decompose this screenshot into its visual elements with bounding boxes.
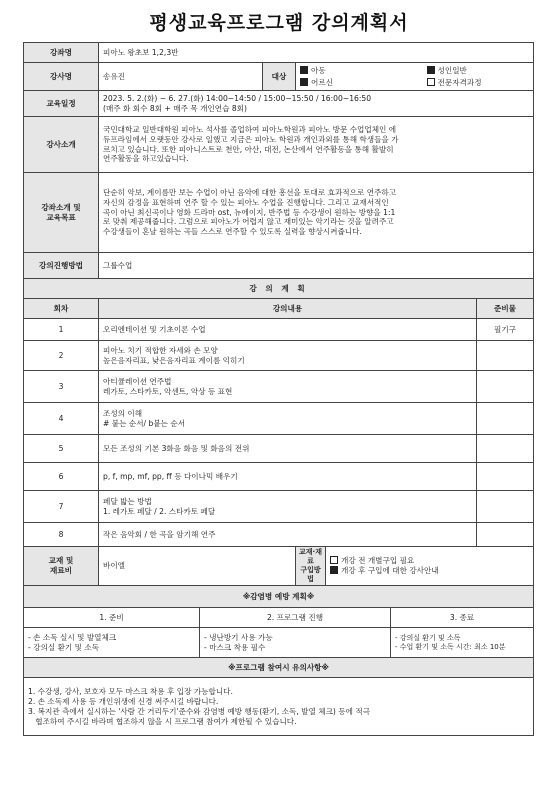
purchase-option: 개강 후 구입에 대한 강사안내 bbox=[330, 566, 529, 576]
notes-header: ※프로그램 참여시 유의사항※ bbox=[24, 658, 534, 678]
textbook-value: 바이엘 bbox=[99, 547, 296, 586]
session-number: 7 bbox=[24, 491, 99, 523]
checkbox-icon bbox=[427, 78, 435, 86]
session-materials bbox=[477, 403, 534, 435]
table-row bbox=[24, 371, 534, 403]
purchase-options bbox=[326, 547, 534, 586]
instructor-label: 강사명 bbox=[24, 63, 99, 91]
schedule-value: 2023. 5. 2.(화) ~ 6. 27.(화) 14:00~14:50 / 15:00~15:50 / 16:00~16:50 (매주 화 회수 8회 + 매주 목 개인연습 8회) bbox=[99, 91, 534, 117]
session-number: 6 bbox=[24, 463, 99, 491]
session-header: 회차 bbox=[24, 299, 99, 319]
table-row bbox=[24, 319, 534, 341]
target-option: 아동 bbox=[296, 65, 423, 77]
covid-col-header: 3. 종료 bbox=[391, 608, 534, 628]
checkbox-icon bbox=[300, 78, 308, 86]
lecture-plan-table bbox=[23, 42, 534, 736]
table-row bbox=[24, 435, 534, 463]
session-content: 작은 음악회 / 한 곡을 암기해 연주 bbox=[99, 523, 477, 547]
page-title: 평생교육프로그램 강의계획서 bbox=[149, 12, 409, 34]
checkbox-icon bbox=[330, 566, 338, 574]
session-materials bbox=[477, 371, 534, 403]
session-content: p, f, mp, mf, pp, ff 등 다이나믹 배우기 bbox=[99, 463, 477, 491]
course-intro-value: 단순히 악보, 계이름만 보는 수업이 아닌 음악에 대한 흥선을 토대로 효과적으로 연주하고 자신의 감정을 표현하며 연주 할 수 있는 피아노 수업을 진행합니다. 그리고 교재서적인 곡이 아닌 최신곡이나 영화 드라마 ost, 뉴에이지, 반주법 등 수강생이 원하는 방향을 1:1 로 맞춰 제공해줍니다. 그럼으로 피아노가 어렵지 않고 재미있는 악기라는 것을 알려주고 수강생들이 혼날 원하는 곡들 스스로 연주할 수 있도록 실력을 향상시켜줍니다. bbox=[99, 173, 534, 253]
session-number: 2 bbox=[24, 341, 99, 371]
course-name-label: 강좌명 bbox=[24, 43, 99, 63]
content-header: 강의내용 bbox=[99, 299, 477, 319]
target-option: 전문자격과정 bbox=[423, 77, 534, 89]
instructor-intro-value: 국민대학교 일반대학원 피아노 석사를 졸업하여 피아노학원과 피아노 방문 수업업체인 에 듀프라임에서 오랫동안 강사로 일했고 지금은 피아노 학원과 개인과외를 통해 학생들을 가 르치고 있습니다. 또한 피아니스트로 천안, 아산, 대전, 논산에서 연주활동을 통해 활발히 연주활동을 하고있습니다. bbox=[99, 117, 534, 173]
table-row bbox=[24, 523, 534, 547]
target-option: 어르신 bbox=[296, 77, 423, 89]
session-materials bbox=[477, 435, 534, 463]
checkbox-icon bbox=[300, 66, 308, 74]
notes-list: 1. 수강생, 강사, 보호자 모두 마스크 착용 후 입장 가능합니다. 2. 손 소독제 사용 등 개인위생에 신경 써주시길 바랍니다. 3. 복지관 측에서 실시하는 '사람 간 거리두기'준수와 감염병 예방 행동(환기, 소독, 발열 체크) 등에 적극 협조하여 주시길 바라며 협조하지 않을 시 프로그램 참여가 제한될 수 있습니다. bbox=[24, 678, 534, 736]
table-row bbox=[24, 341, 534, 371]
instructor-intro-label: 강사소개 bbox=[24, 117, 99, 173]
covid-col-items: - 냉난방기 사용 가능 - 마스크 착용 필수 bbox=[200, 628, 391, 658]
session-materials bbox=[477, 523, 534, 547]
purchase-option: 개강 전 개별구입 필요 bbox=[330, 556, 529, 566]
session-content: 모든 조성의 기본 3화음 화음 및 화음의 전위 bbox=[99, 435, 477, 463]
session-content: 오리엔테이션 및 기초이론 수업 bbox=[99, 319, 477, 341]
covid-header: ※감염병 예방 계획※ bbox=[24, 586, 534, 608]
course-name-value: 피아노 왕초보 1,2,3반 bbox=[99, 43, 534, 63]
covid-col-header: 1. 준비 bbox=[24, 608, 200, 628]
session-number: 8 bbox=[24, 523, 99, 547]
plan-header: 강 의 계 획 bbox=[24, 279, 534, 299]
method-value: 그룹수업 bbox=[99, 253, 534, 279]
materials-header: 준비물 bbox=[477, 299, 534, 319]
table-row bbox=[24, 491, 534, 523]
session-content: 페달 밟는 방법 1. 레가토 페달 / 2. 스타카토 페달 bbox=[99, 491, 477, 523]
session-materials bbox=[477, 341, 534, 371]
textbook-label: 교재 및 재료비 bbox=[24, 547, 99, 586]
schedule-label: 교육일정 bbox=[24, 91, 99, 117]
session-materials: 필기구 bbox=[477, 319, 534, 341]
session-number: 4 bbox=[24, 403, 99, 435]
target-options bbox=[296, 63, 534, 91]
purchase-label: 교재·재료 구입방법 bbox=[296, 547, 326, 586]
target-option: 성인일반 bbox=[423, 65, 534, 77]
session-materials bbox=[477, 463, 534, 491]
instructor-value: 송유진 bbox=[99, 63, 263, 91]
checkbox-icon bbox=[330, 556, 338, 564]
session-content: 조성의 이해 # 붙는 순서/ b붙는 순서 bbox=[99, 403, 477, 435]
target-label: 대상 bbox=[263, 63, 296, 91]
covid-col-header: 2. 프로그램 진행 bbox=[200, 608, 391, 628]
session-number: 1 bbox=[24, 319, 99, 341]
covid-col-items: - 손 소독 실시 및 발열체크 - 강의실 환기 및 소독 bbox=[24, 628, 200, 658]
table-row bbox=[24, 463, 534, 491]
covid-col-items: - 강의실 환기 및 소독 - 수업 환기 및 소독 시간: 최소 10분 bbox=[391, 628, 534, 658]
method-label: 강의진행방법 bbox=[24, 253, 99, 279]
session-content: 피아노 치기 적합한 자세와 손 모양 높은음자리표, 낮은음자리표 계이름 익히기 bbox=[99, 341, 477, 371]
session-number: 5 bbox=[24, 435, 99, 463]
course-intro-label: 강좌소개 및 교육목표 bbox=[24, 173, 99, 253]
session-number: 3 bbox=[24, 371, 99, 403]
session-content: 아티큘레이션 연주법 레가토, 스타카토, 악센트, 악상 등 표현 bbox=[99, 371, 477, 403]
table-row bbox=[24, 403, 534, 435]
checkbox-icon bbox=[427, 66, 435, 74]
session-materials bbox=[477, 491, 534, 523]
